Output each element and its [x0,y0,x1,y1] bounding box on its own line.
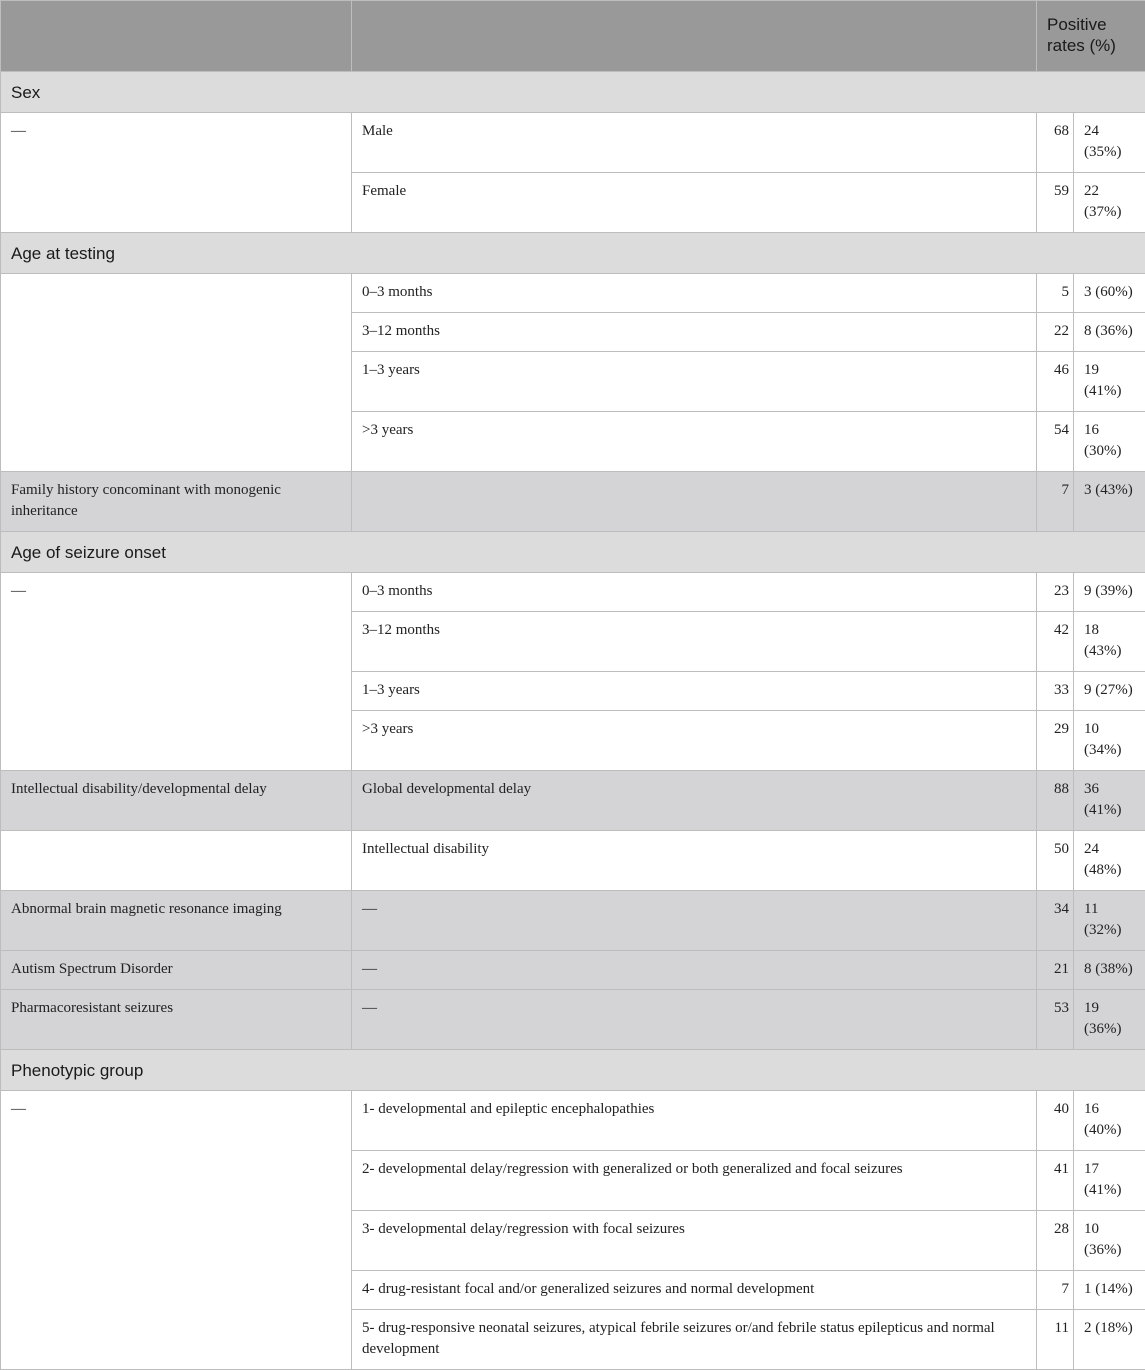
section-row-phenotypic-group [1,1050,1145,1091]
row-label [1,831,352,891]
row-count: 22 [1037,313,1074,352]
section-row-sex [1,72,1145,113]
row-subcategory: Male [352,113,1037,173]
header-col-1 [1,1,352,72]
section-row-age-of-seizure-onset [1,532,1145,573]
row-subcategory: 1–3 years [352,352,1037,412]
row-subcategory: — [352,990,1037,1050]
row-rate: 3 (43%) [1074,472,1145,532]
row-label: Pharmacoresistant seizures [1,990,352,1050]
header-positive-rates: Positive rates (%) [1037,1,1145,72]
row-subcategory: >3 years [352,412,1037,472]
row-label: — [1,1091,352,1370]
row-count: 59 [1037,173,1074,233]
row-rate: 8 (38%) [1074,951,1145,990]
table-row-abnormal-mri [1,891,1145,951]
row-rate: 1 (14%) [1074,1271,1145,1310]
row-rate: 2 (18%) [1074,1310,1145,1370]
row-subcategory: Global developmental delay [352,771,1037,831]
row-subcategory: Intellectual disability [352,831,1037,891]
row-count: 34 [1037,891,1074,951]
row-rate: 16 (30%) [1074,412,1145,472]
row-subcategory: — [352,891,1037,951]
row-rate: 9 (39%) [1074,573,1145,612]
row-rate: 16 (40%) [1074,1091,1145,1151]
row-count: 46 [1037,352,1074,412]
row-rate: 22 (37%) [1074,173,1145,233]
table-row-family-history [1,472,1145,532]
row-subcategory: 0–3 months [352,573,1037,612]
row-count: 28 [1037,1211,1074,1271]
row-rate: 3 (60%) [1074,274,1145,313]
section-title: Age of seizure onset [1,532,1145,573]
row-count: 29 [1037,711,1074,771]
row-label [1,274,352,472]
table-row [1,113,1145,173]
row-rate: 9 (27%) [1074,672,1145,711]
row-rate: 17 (41%) [1074,1151,1145,1211]
row-count: 23 [1037,573,1074,612]
row-subcategory: 3- developmental delay/regression with focal seizures [352,1211,1037,1271]
table-row-autism [1,951,1145,990]
row-subcategory: 5- drug-responsive neonatal seizures, atypical febrile seizures or/and febrile status epilepticus and normal development [352,1310,1037,1370]
row-label: — [1,113,352,233]
row-subcategory: 3–12 months [352,612,1037,672]
section-title: Phenotypic group [1,1050,1145,1091]
row-rate: 24 (35%) [1074,113,1145,173]
row-label: Intellectual disability/developmental delay [1,771,352,831]
row-label: Autism Spectrum Disorder [1,951,352,990]
row-label: Abnormal brain magnetic resonance imaging [1,891,352,951]
row-subcategory: — [352,951,1037,990]
row-rate: 11 (32%) [1074,891,1145,951]
row-rate: 18 (43%) [1074,612,1145,672]
row-count: 40 [1037,1091,1074,1151]
row-rate: 36 (41%) [1074,771,1145,831]
row-subcategory: 0–3 months [352,274,1037,313]
header-col-2 [352,1,1037,72]
row-rate: 10 (34%) [1074,711,1145,771]
section-title: Age at testing [1,233,1145,274]
row-count: 7 [1037,1271,1074,1310]
table-row [1,573,1145,612]
section-title: Sex [1,72,1145,113]
row-rate: 8 (36%) [1074,313,1145,352]
row-count: 50 [1037,831,1074,891]
row-subcategory: Female [352,173,1037,233]
table-row [1,831,1145,891]
row-count: 21 [1037,951,1074,990]
row-rate: 19 (36%) [1074,990,1145,1050]
table-row [1,274,1145,313]
row-subcategory [352,472,1037,532]
row-subcategory: 3–12 months [352,313,1037,352]
row-rate: 10 (36%) [1074,1211,1145,1271]
table-row [1,1091,1145,1151]
row-count: 41 [1037,1151,1074,1211]
row-count: 7 [1037,472,1074,532]
row-count: 53 [1037,990,1074,1050]
row-count: 11 [1037,1310,1074,1370]
row-count: 54 [1037,412,1074,472]
row-count: 88 [1037,771,1074,831]
row-label: — [1,573,352,771]
row-subcategory: >3 years [352,711,1037,771]
table-header-row [1,1,1145,72]
row-label: Family history concominant with monogenic inheritance [1,472,352,532]
row-subcategory: 1–3 years [352,672,1037,711]
table-row-pharmacoresistant [1,990,1145,1050]
row-count: 33 [1037,672,1074,711]
row-rate: 24 (48%) [1074,831,1145,891]
row-subcategory: 4- drug-resistant focal and/or generalized seizures and normal development [352,1271,1037,1310]
row-count: 42 [1037,612,1074,672]
row-rate: 19 (41%) [1074,352,1145,412]
row-count: 5 [1037,274,1074,313]
row-subcategory: 2- developmental delay/regression with generalized or both generalized and focal seizures [352,1151,1037,1211]
row-subcategory: 1- developmental and epileptic encephalopathies [352,1091,1037,1151]
row-count: 68 [1037,113,1074,173]
section-row-age-at-testing [1,233,1145,274]
table-row-intellectual-disability [1,771,1145,831]
